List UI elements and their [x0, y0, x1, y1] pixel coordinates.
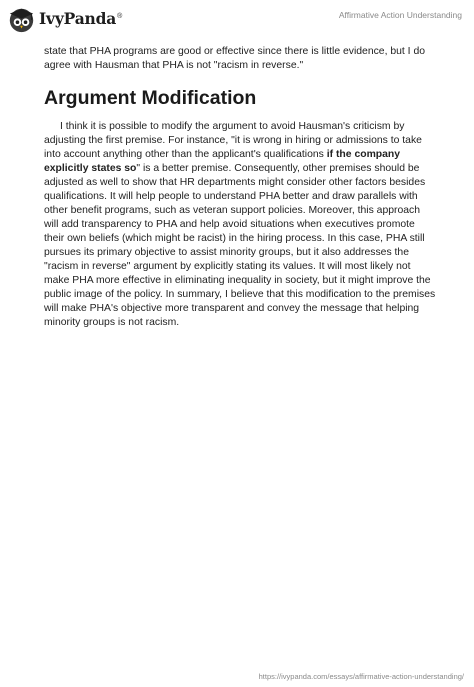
document-body — [44, 45, 437, 330]
brand-name: IvyPanda® — [39, 9, 123, 29]
owl-graduation-cap-icon — [8, 6, 35, 33]
body-text-part-2: " is a better premise. Consequently, other premises should be adjusted as well to show that HR departments might consider other factors besides qualifications. It will help people to understand PHA better and draw parallels with other benefit programs, such as veteran support policies. Moreover, this approach will add transparency to PHA and help avoid situations when executives promote their own beliefs (which might be racist) in the hiring process. In this case, PHA still pursues its primary objective to assist minority groups, but it also addresses the "racism in reverse" argument by explicitly stating its values. It will most likely not make PHA more effective in eliminating inequality in society, but it might improve the public image of the policy. In summary, I believe that this modification to the premises will make PHA's objective more transparent and convey the message that helping minority groups is not racism. — [44, 163, 436, 328]
body-text-part-1: I think it is possible to modify the argument to avoid Hausman's criticism by adjusting the first premise. For instance, "it is wrong in hiring or admissions to take into account anything other than the applicant's qualifications — [44, 121, 422, 160]
body-paragraph — [44, 120, 437, 330]
page-header — [0, 0, 474, 42]
section-heading: Argument Modification — [44, 87, 257, 109]
body-text-bold: if the company explicitly states so — [44, 149, 401, 174]
brand-logo[interactable] — [8, 4, 122, 34]
intro-paragraph: state that PHA programs are good or effective since there is little evidence, but I do agree with Hausman that PHA is not "racism in reverse." — [44, 46, 426, 71]
source-url[interactable]: https://ivypanda.com/essays/affirmative-action-understanding/ — [258, 672, 464, 681]
document-title: Affirmative Action Understanding — [338, 10, 462, 20]
registered-mark: ® — [117, 13, 123, 21]
